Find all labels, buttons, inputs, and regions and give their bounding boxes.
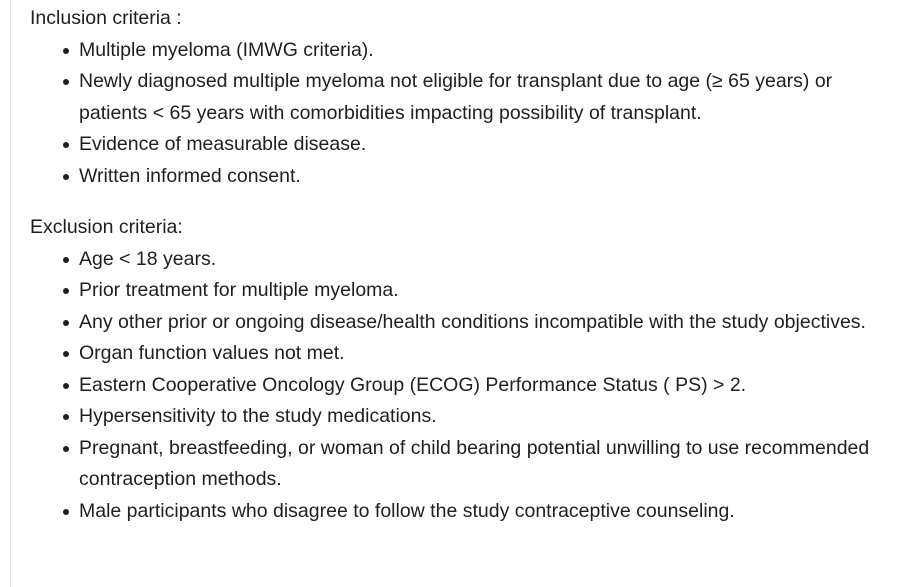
criteria-content bbox=[30, 3, 896, 527]
exclusion-item: Prior treatment for multiple myeloma. bbox=[79, 275, 896, 307]
exclusion-list bbox=[30, 244, 896, 528]
exclusion-heading: Exclusion criteria: bbox=[30, 216, 183, 238]
inclusion-item: Multiple myeloma (IMWG criteria). bbox=[79, 35, 896, 67]
inclusion-item: Evidence of measurable disease. bbox=[79, 129, 896, 161]
inclusion-item: Written informed consent. bbox=[79, 161, 896, 193]
exclusion-item: Male participants who disagree to follow the study contraceptive counseling. bbox=[79, 496, 896, 528]
inclusion-heading: Inclusion criteria : bbox=[30, 7, 182, 29]
left-border bbox=[10, 0, 11, 587]
exclusion-item: Age < 18 years. bbox=[79, 244, 896, 276]
inclusion-item: Newly diagnosed multiple myeloma not eligible for transplant due to age (≥ 65 years) or patients < 65 years with comorbidities impacting possibility of transplant. bbox=[79, 66, 896, 129]
inclusion-list bbox=[30, 35, 896, 193]
exclusion-item: Hypersensitivity to the study medications. bbox=[79, 401, 896, 433]
exclusion-item: Organ function values not met. bbox=[79, 338, 896, 370]
exclusion-item: Eastern Cooperative Oncology Group (ECOG) Performance Status ( PS) > 2. bbox=[79, 370, 896, 402]
exclusion-item: Pregnant, breastfeeding, or woman of child bearing potential unwilling to use recommended contraception methods. bbox=[79, 433, 896, 496]
exclusion-item: Any other prior or ongoing disease/health conditions incompatible with the study objectives. bbox=[79, 307, 896, 339]
